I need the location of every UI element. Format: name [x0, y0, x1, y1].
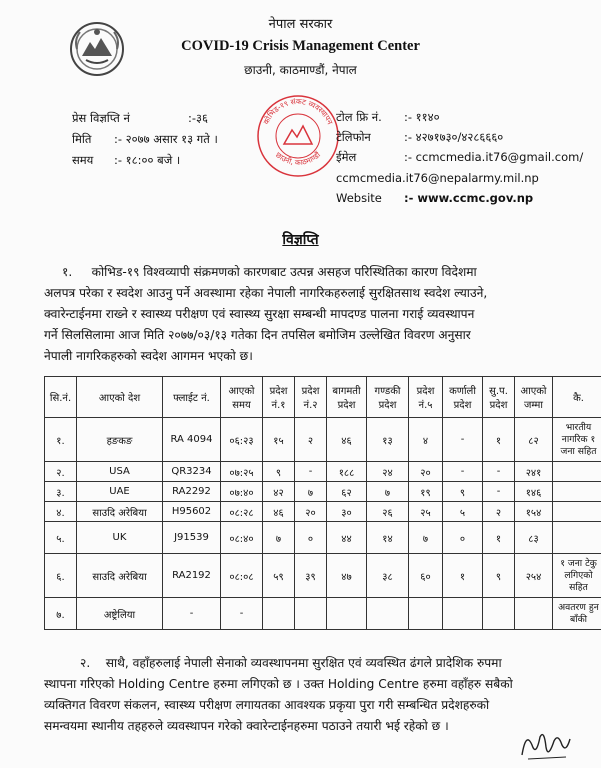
paragraph-1-number: १. [62, 265, 73, 279]
table-cell: ८२ [515, 418, 553, 462]
office-stamp-icon [256, 94, 340, 178]
table-header-row [45, 377, 601, 418]
table-header: प्रदेश नं.५ [409, 377, 443, 418]
stamp-text-bottom: छाउनी, काठमाण्डौं [273, 150, 323, 167]
table-cell: ४. [45, 502, 77, 522]
table-cell: UK [77, 522, 163, 554]
table-cell: RA2292 [163, 482, 221, 502]
table-header: आएको देश [77, 377, 163, 418]
table-header: प्रदेश नं.२ [295, 377, 327, 418]
table-cell: ४७ [327, 554, 367, 598]
table-cell: ०६:२३ [221, 418, 263, 462]
table-cell: ७. [45, 598, 77, 630]
table-cell: ७ [409, 522, 443, 554]
paragraph-2-number: २. [80, 656, 91, 670]
table-cell [327, 598, 367, 630]
table-cell: J91539 [163, 522, 221, 554]
table-header: आएको समय [221, 377, 263, 418]
table-cell: ३९ [295, 554, 327, 598]
table-cell: ४२ [263, 482, 295, 502]
table-row [45, 522, 601, 554]
table-cell: २५४ [515, 554, 553, 598]
table-cell: साउदि अरेबिया [77, 554, 163, 598]
table-row [45, 502, 601, 522]
table-cell: हङकङ [77, 418, 163, 462]
table-cell: १५४ [515, 502, 553, 522]
table-cell: २० [409, 462, 443, 482]
table-cell: RA 4094 [163, 418, 221, 462]
table-cell: ०७:२५ [221, 462, 263, 482]
table-cell: QR3234 [163, 462, 221, 482]
table-cell: - [443, 418, 483, 462]
table-cell [553, 482, 601, 502]
email-value-primary[interactable]: :- ccmcmedia.it76@gmail.com/ [404, 150, 584, 164]
table-cell [553, 462, 601, 482]
table-cell: ०८:०८ [221, 554, 263, 598]
table-cell: ३० [327, 502, 367, 522]
table-row [45, 462, 601, 482]
paragraph-2-line: साथै, वहाँहरुलाई नेपाली सेनाको व्यवस्थापनमा सुरक्षित एवं व्यवस्थित ढंगले प्रादेशिक रुपमा [105, 656, 502, 670]
table-cell: अवतरण हुन बाँकी [553, 598, 601, 630]
table-cell: १९ [409, 482, 443, 502]
table-cell: - [163, 598, 221, 630]
table-cell: - [443, 462, 483, 482]
table-cell: RA2192 [163, 554, 221, 598]
table-header: सि.नं. [45, 377, 77, 418]
table-cell: ७ [263, 522, 295, 554]
table-cell: ६. [45, 554, 77, 598]
paragraph-1-line: गर्ने सिलसिलामा आज मिति २०७७/०३/१३ गतेका दिन तपसिल बमोजिम उल्लेखित विवरण अनुसार [44, 328, 471, 342]
table-cell: ६० [409, 554, 443, 598]
press-time-label: समय [72, 153, 94, 167]
table-header: बागमती प्रदेश [327, 377, 367, 418]
table-cell: १ [483, 418, 515, 462]
table-cell [263, 598, 295, 630]
table-header: आएको जम्मा [515, 377, 553, 418]
stamp-text-top: कोभिड-१९ संकट व्यवस्थापन [261, 96, 335, 126]
paragraph-1-line: अलपत्र परेका र स्वदेश आउनु पर्ने अवस्थामा रहेका नेपाली नागरिकहरुलाई सुरक्षितसाथ स्वदेश ल्याउने, [44, 286, 488, 300]
table-cell: ३८ [367, 554, 409, 598]
website-label: Website [336, 191, 382, 205]
paragraph-1-line: कोभिड-१९ विश्वव्यापी संक्रमणको कारणबाट उत्पन्न असहज परिस्थितिका कारण विदेशमा [91, 265, 477, 279]
svg-text:छाउनी, काठमाण्डौं [274, 149, 323, 166]
table-cell: - [221, 598, 263, 630]
table-cell: ० [443, 522, 483, 554]
table-cell: USA [77, 462, 163, 482]
table-header: कै. [553, 377, 601, 418]
table-cell: ४ [409, 418, 443, 462]
table-header: कर्णाली प्रदेश [443, 377, 483, 418]
phone-label: टेलिफोन [336, 130, 371, 144]
table-cell: ४६ [327, 418, 367, 462]
paragraph-1-line: नेपाली नागरिकहरुको स्वदेश आगमन भएको छ। [44, 349, 253, 363]
press-date-label: मिति [72, 132, 92, 146]
paragraph-2-line: व्यक्तिगत विवरण संकलन, स्वास्थ्य परीक्षण लगायतका आवश्यक प्रकृया पुरा गरी सम्बन्धित प्रदेशहरुको [44, 698, 490, 712]
gov-name: नेपाल सरकार [268, 17, 333, 32]
table-cell: ४६ [263, 502, 295, 522]
table-cell [515, 598, 553, 630]
table-cell: ०७:४० [221, 482, 263, 502]
table-cell: १. [45, 418, 77, 462]
table-cell [443, 598, 483, 630]
table-cell: साउदि अरेबिया [77, 502, 163, 522]
center-name: COVID-19 Crisis Management Center [181, 38, 420, 54]
table-header: सु.प. प्रदेश [483, 377, 515, 418]
table-cell: १३ [367, 418, 409, 462]
table-cell: ६२ [327, 482, 367, 502]
table-cell: - [295, 462, 327, 482]
website-link[interactable]: :- www.ccmc.gov.np [404, 191, 534, 205]
table-cell [553, 522, 601, 554]
table-body [45, 418, 601, 630]
table-cell: १५ [263, 418, 295, 462]
press-time-value: :- १८:०० बजे । [114, 153, 181, 167]
table-cell: ०८:२८ [221, 502, 263, 522]
table-cell: ९ [483, 554, 515, 598]
table-cell [367, 598, 409, 630]
paragraph-2 [44, 653, 566, 737]
table-cell: १८८ [327, 462, 367, 482]
table-cell: ९ [443, 482, 483, 502]
table-cell: ९ [263, 462, 295, 482]
press-date-value: :- २०७७ असार १३ गते । [114, 132, 218, 146]
table-cell [553, 502, 601, 522]
paragraph-1 [44, 262, 566, 367]
table-cell: २ [295, 418, 327, 462]
table-header: गण्डकी प्रदेश [367, 377, 409, 418]
arrivals-table [44, 376, 601, 630]
press-number-value: :-३६ [188, 111, 208, 125]
signature-icon [518, 727, 572, 763]
paragraph-2-line: समन्वयमा स्थानीय तहहरुले व्यवस्थापन गरेको क्वारेन्टाईनहरुमा पठाउने तयारी भई रहेको छ । [44, 719, 449, 733]
table-cell: ३. [45, 482, 77, 502]
table-cell: २. [45, 462, 77, 482]
table-header: प्रदेश नं.१ [263, 377, 295, 418]
paragraph-2-line: स्थापना गरिएको Holding Centre हरुमा लगिएको छ । उक्त Holding Centre हरुमा वहाँहरु सबैको [44, 677, 513, 691]
table-cell: भारतीय नागरिक १ जना सहित [553, 418, 601, 462]
table-cell: ७ [367, 482, 409, 502]
table-cell: १४६ [515, 482, 553, 502]
svg-text:कोभिड-१९ संकट व्यवस्थापन [261, 97, 334, 127]
table-cell: २४ [367, 462, 409, 482]
table-cell: ४४ [327, 522, 367, 554]
table-row [45, 554, 601, 598]
table-row [45, 598, 601, 630]
table-row [45, 418, 601, 462]
table-cell: २५ [409, 502, 443, 522]
table-cell: UAE [77, 482, 163, 502]
phone-value: :- ४२७१७३०/४२८६६६० [404, 130, 504, 144]
table-cell: ० [295, 522, 327, 554]
table-cell [295, 598, 327, 630]
table-cell: ५. [45, 522, 77, 554]
center-location: छाउनी, काठमाण्डौं, नेपाल [244, 63, 357, 77]
paragraph-1-line: क्वारेन्टाईनमा राख्ने र स्वास्थ्य परीक्षण एवं स्वास्थ्य सुरक्षा सम्बन्धी मापदण्ड पालना गराई व्यवस्थापन [44, 307, 475, 321]
table-cell: २० [295, 502, 327, 522]
table-cell [483, 598, 515, 630]
table-cell: १ [483, 522, 515, 554]
table-cell [409, 598, 443, 630]
email-label: ईमेल [336, 150, 357, 164]
table-row [45, 482, 601, 502]
table-cell: ०८:४० [221, 522, 263, 554]
table-cell: २६ [367, 502, 409, 522]
table-cell: १ जना टेकु लगिएको सहित [553, 554, 601, 598]
press-number-label: प्रेस विज्ञप्ति नं [72, 111, 130, 125]
table-cell: ५ [443, 502, 483, 522]
table-cell: - [483, 482, 515, 502]
table-cell: ७ [295, 482, 327, 502]
tollfree-label: टोल फ्रि नं. [336, 110, 382, 124]
email-value-secondary[interactable]: ccmcmedia.it76@nepalarmy.mil.np [336, 171, 539, 185]
table-header: फ्लाईट नं. [163, 377, 221, 418]
table-cell: २४१ [515, 462, 553, 482]
table-cell: H95602 [163, 502, 221, 522]
table-cell: १४ [367, 522, 409, 554]
table-cell: ८३ [515, 522, 553, 554]
notice-title: विज्ञप्ति [282, 232, 319, 248]
table-cell: ५९ [263, 554, 295, 598]
table-cell: २ [483, 502, 515, 522]
table-cell: अष्ट्रेलिया [77, 598, 163, 630]
tollfree-value: :- ११४० [404, 110, 440, 124]
table-cell: - [483, 462, 515, 482]
table-cell: १ [443, 554, 483, 598]
